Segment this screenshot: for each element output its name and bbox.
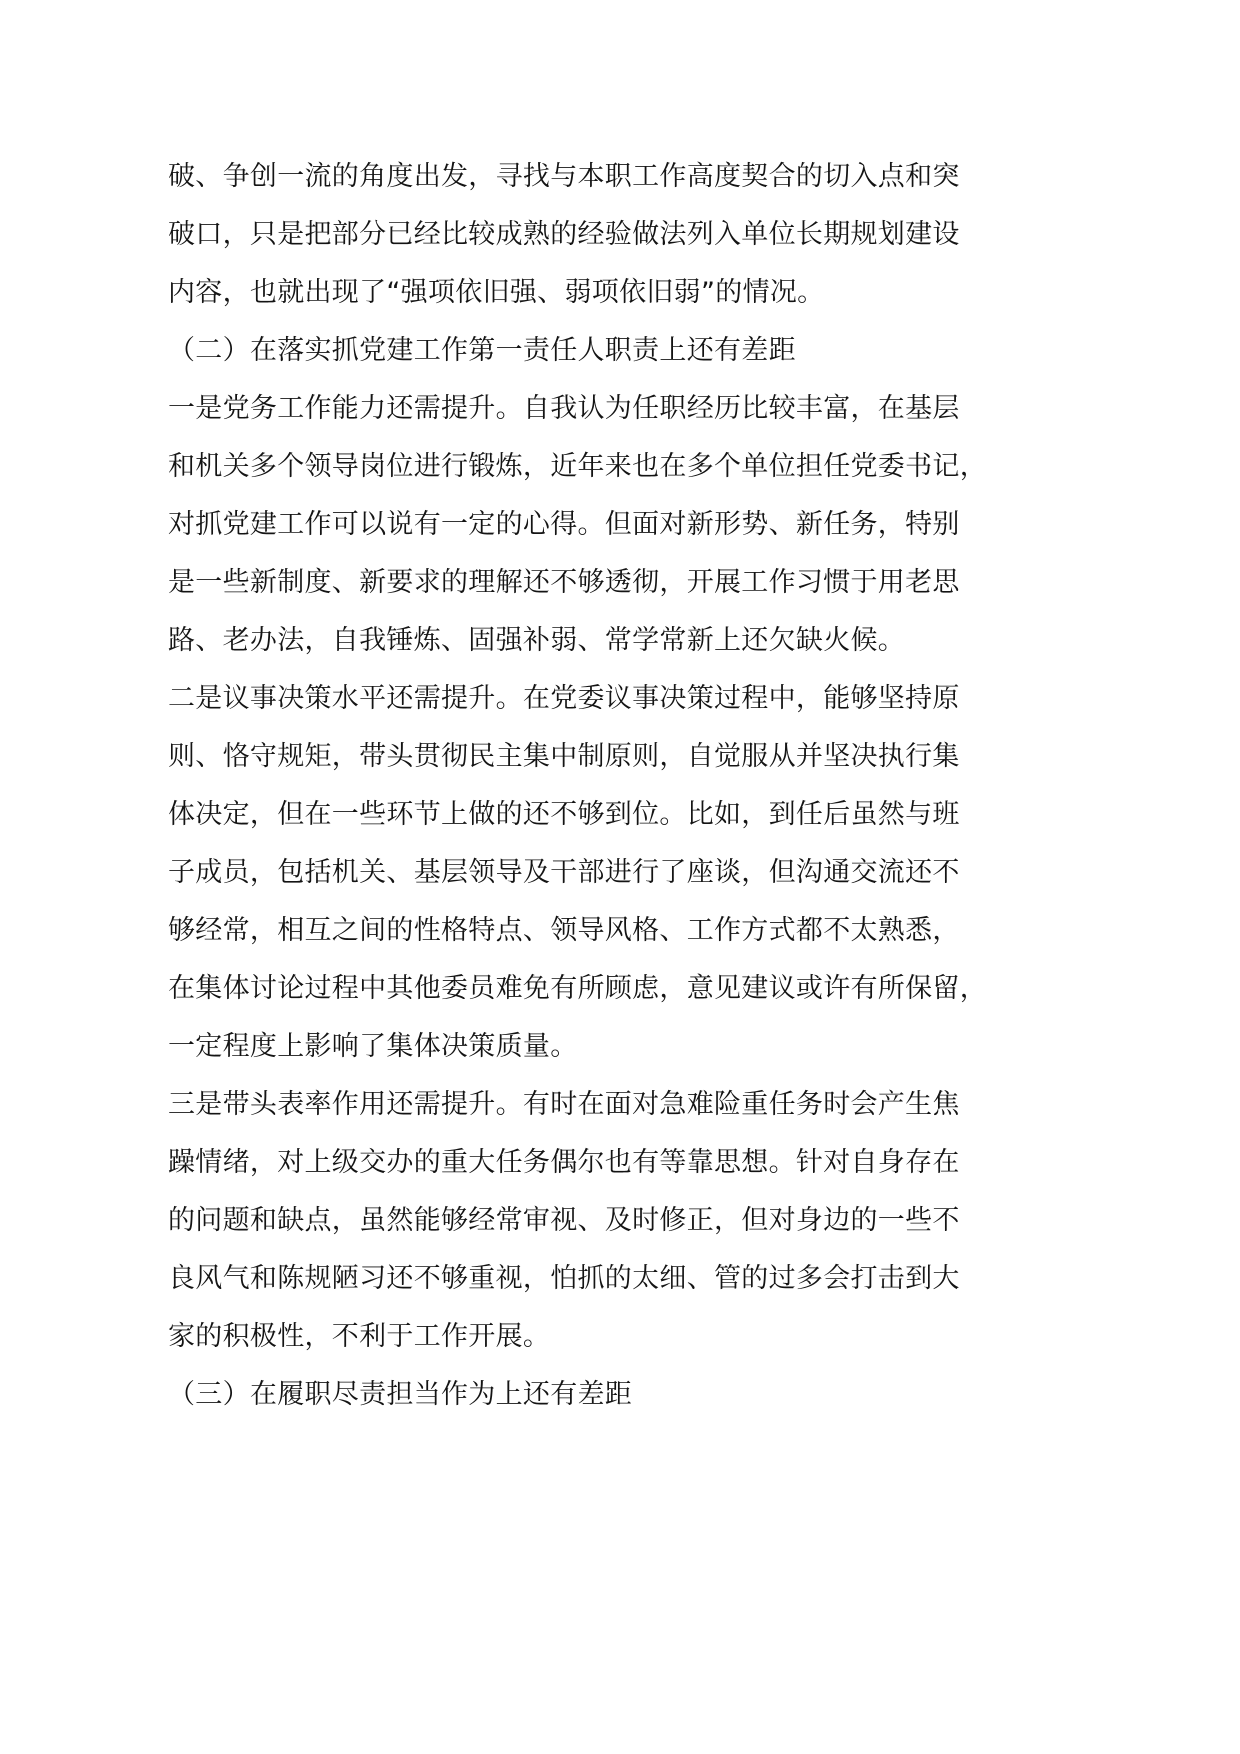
paragraph-line: 破口，只是把部分已经比较成熟的经验做法列入单位长期规划建设 bbox=[168, 219, 960, 250]
paragraph-line: 体决定，但在一些环节上做的还不够到位。比如，到任后虽然与班 bbox=[168, 799, 960, 830]
paragraph-line: 在集体讨论过程中其他委员难免有所顾虑，意见建议或许有所保留， bbox=[168, 973, 987, 1004]
paragraph-line: 家的积极性，不利于工作开展。 bbox=[168, 1321, 551, 1352]
body-text bbox=[168, 148, 987, 1424]
paragraph-line: 内容，也就出现了“强项依旧强、弱项依旧弱”的情况。 bbox=[168, 277, 825, 308]
paragraph-line: 破、争创一流的角度出发，寻找与本职工作高度契合的切入点和突 bbox=[168, 161, 960, 192]
paragraph-line: 一定程度上影响了集体决策质量。 bbox=[168, 1031, 578, 1062]
paragraph-line: 躁情绪，对上级交办的重大任务偶尔也有等靠思想。针对自身存在 bbox=[168, 1147, 960, 1178]
paragraph-line: 和机关多个领导岗位进行锻炼，近年来也在多个单位担任党委书记， bbox=[168, 451, 987, 482]
paragraph-line: 二是议事决策水平还需提升。在党委议事决策过程中，能够坚持原 bbox=[168, 683, 960, 714]
section-heading: （二）在落实抓党建工作第一责任人职责上还有差距 bbox=[168, 335, 796, 366]
paragraph-line: 则、恪守规矩，带头贯彻民主集中制原则，自觉服从并坚决执行集 bbox=[168, 741, 960, 772]
paragraph-line: 一是党务工作能力还需提升。自我认为任职经历比较丰富，在基层 bbox=[168, 393, 960, 424]
paragraph-line: 是一些新制度、新要求的理解还不够透彻，开展工作习惯于用老思 bbox=[168, 567, 960, 598]
paragraph-line: 对抓党建工作可以说有一定的心得。但面对新形势、新任务，特别 bbox=[168, 509, 960, 540]
paragraph-line: 的问题和缺点，虽然能够经常审视、及时修正，但对身边的一些不 bbox=[168, 1205, 960, 1236]
paragraph-line: 三是带头表率作用还需提升。有时在面对急难险重任务时会产生焦 bbox=[168, 1089, 960, 1120]
paragraph-line: 路、老办法，自我锤炼、固强补弱、常学常新上还欠缺火候。 bbox=[168, 625, 906, 656]
paragraph-line: 够经常，相互之间的性格特点、领导风格、工作方式都不太熟悉， bbox=[168, 915, 960, 946]
paragraph-line: 良风气和陈规陋习还不够重视，怕抓的太细、管的过多会打击到大 bbox=[168, 1263, 960, 1294]
paragraph-line: 子成员，包括机关、基层领导及干部进行了座谈，但沟通交流还不 bbox=[168, 857, 960, 888]
section-heading: （三）在履职尽责担当作为上还有差距 bbox=[168, 1379, 633, 1410]
